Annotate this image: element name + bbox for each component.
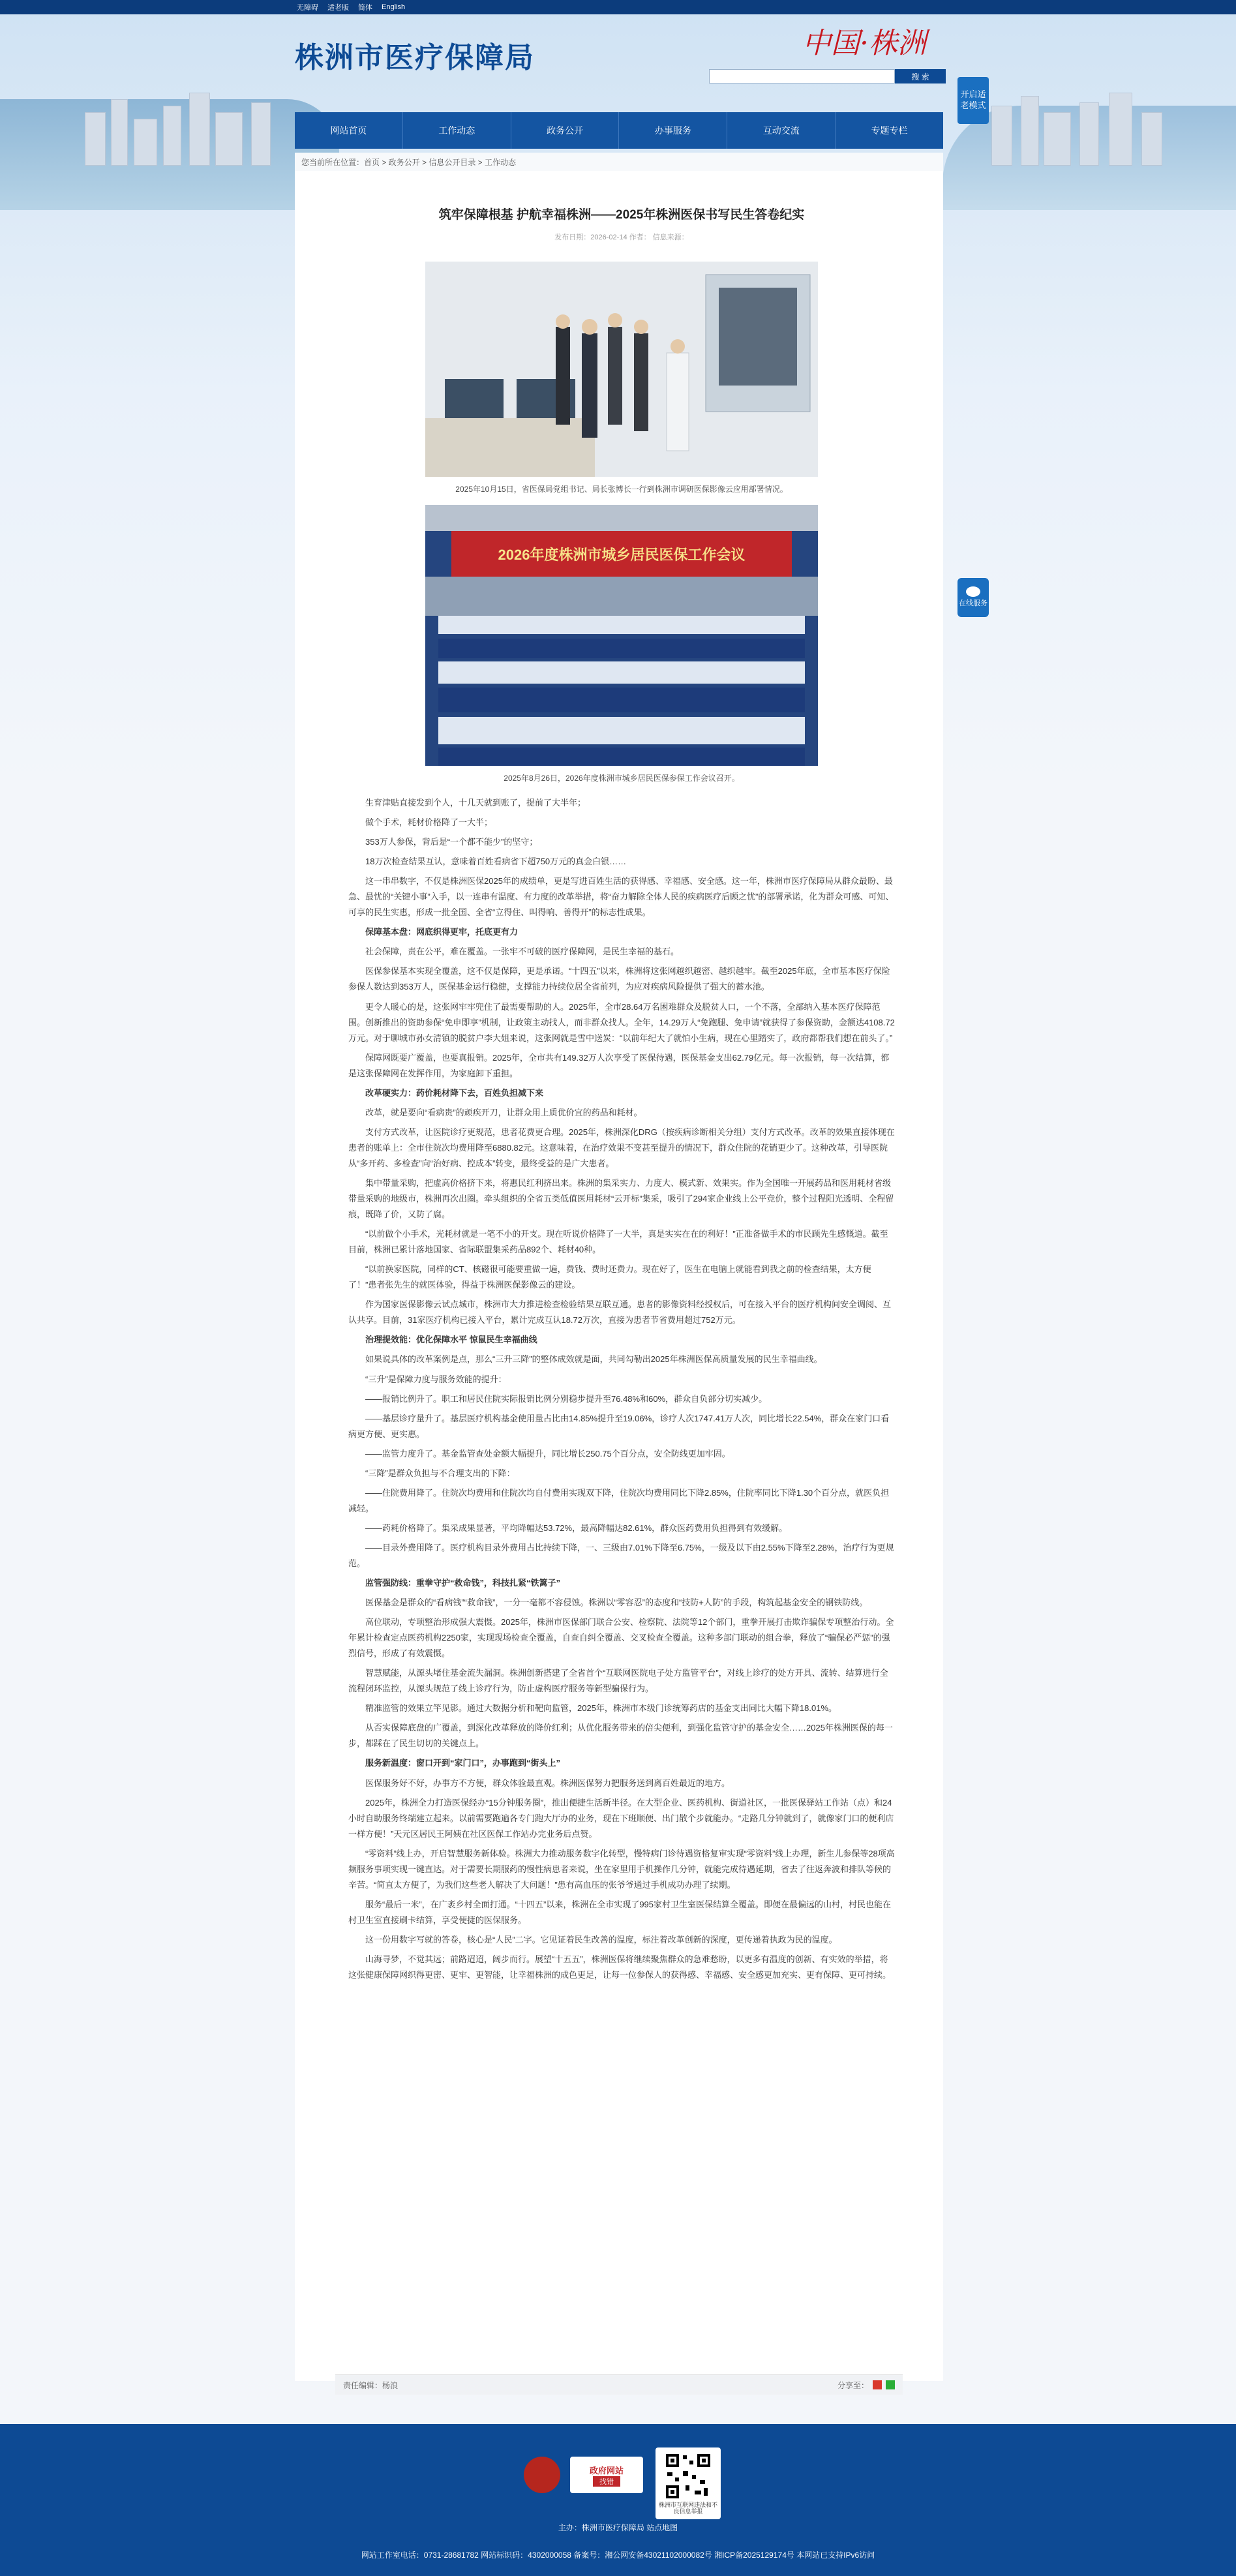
share-bar xyxy=(837,2380,895,2391)
building xyxy=(189,93,210,166)
article-paragraph: “三降”是群众负担与不合理支出的下降： xyxy=(365,1468,515,1478)
article-paragraph: 医保基金是群众的“看病钱”“救命钱”，一分一毫都不容侵蚀。株洲以“零容忍”的态度和“技防+人防”的手段，构筑起基金安全的钢铁防线。 xyxy=(365,1598,868,1608)
online-service-label: 在线服务 xyxy=(959,599,987,608)
building xyxy=(1044,112,1071,166)
nav-services[interactable]: 办事服务 xyxy=(619,112,727,149)
badge2-bottom: 找错 xyxy=(593,2476,620,2487)
article-paragraph: 作为国家医保影像云试点城市，株洲市大力推进检查检验结果互联互通。患者的影像资料经授权后，可在接入平台的医疗机构间安全调阅、互认共享。目前，31家医疗机构已接入平台，累计完成互认18.72万次，直接为患者节省费用超过752万元。 xyxy=(348,1299,892,1326)
article-paragraph: 这一串串数字，不仅是株洲医保2025年的成绩单，更是写进百姓生活的获得感、幸福感、安全感。这一年，株洲市医疗保障局从群众最盼、最急、最忧的“关键小事”入手，以一连串有温度、有力度的改革举措，将“奋力解除全体人民的疾病医疗后顾之忧”的部署承诺，化为群众可感、可知、可享的民生实惠，形成一批全国、全省“立得住、叫得响、善得开”的标志性成果。 xyxy=(348,876,894,918)
breadcrumb xyxy=(295,153,943,172)
article-paragraph: 保障网既要广覆盖，也要真报销。2025年，全市共有149.32万人次享受了医保待遇，医保基金支出62.79亿元。每一次报销，每一次结算，都是这张保障网在发挥作用，为家庭卸下重担。 xyxy=(348,1052,890,1078)
article-body xyxy=(348,795,895,1983)
article-paragraph: ——报销比例升了。职工和居民住院实际报销比例分别稳步提升至76.48%和60%，群众自负部分切实减少。 xyxy=(365,1393,768,1404)
party-gov-badge[interactable] xyxy=(524,2457,560,2493)
building xyxy=(1021,96,1039,166)
section-heading: 治理提效能：优化保障水平 惊鼠民生幸福曲线 xyxy=(365,1335,537,1345)
top-links xyxy=(297,0,405,14)
search-input[interactable] xyxy=(709,69,895,83)
photo1-caption: 2025年10月15日，省医保局党组书记、局长张博长一行到株洲市调研医保影像云应用部署情况。 xyxy=(455,485,788,494)
building xyxy=(85,112,106,166)
section-heading: 改革硬实力：药价耗材降下去，百姓负担减下来 xyxy=(365,1087,544,1098)
article-footer xyxy=(335,2374,903,2395)
top-link-elderly[interactable]: 适老版 xyxy=(327,4,349,12)
building xyxy=(1079,102,1099,166)
article-paragraph: 这一份用数字写就的答卷，核心是“人民”二字。它见证着民生改善的温度，标注着改革创新的深度，更传递着执政为民的温度。 xyxy=(365,1934,837,1945)
article-paragraph: “三升”是保障力度与服务效能的提升： xyxy=(365,1374,507,1384)
article-paragraph: 精准监管的效果立竿见影。通过大数据分析和靶向监管，2025年，株洲市本级门诊统筹药店的基金支出同比大幅下降18.01%。 xyxy=(365,1703,837,1714)
top-bar xyxy=(0,0,1236,14)
photo-meeting xyxy=(425,505,818,766)
article-paragraph: 智慧赋能，从源头堵住基金流失漏洞。株洲创新搭建了全省首个“互联网医院电子处方监管平台”，对线上诊疗的处方开具、流转、结算进行全流程闭环监控，从源头规范了线上诊疗行为，防止虚构医疗服务等新型骗保行为。 xyxy=(348,1668,888,1694)
building xyxy=(163,106,181,166)
article-paragraph: 社会保障，责在公平，难在覆盖。一张牢不可破的医疗保障网，是民生幸福的基石。 xyxy=(365,947,680,957)
editor-label: 责任编辑：杨浪 xyxy=(343,2380,399,2390)
photo2-caption: 2025年8月26日，2026年度株洲市城乡居民医保参保工作会议召开。 xyxy=(504,774,740,783)
online-service-button[interactable] xyxy=(957,578,989,617)
top-link-accessible[interactable]: 无障碍 xyxy=(297,4,318,12)
article-paragraph: ——目录外费用降了。医疗机构目录外费用占比持续下降，一、三级由7.01%下降至6.75%，一级及以下由2.55%下降至2.28%，治疗行为更规范。 xyxy=(348,1542,894,1568)
wechat-share-icon[interactable] xyxy=(886,2380,895,2389)
top-link-english[interactable]: English xyxy=(382,3,406,11)
article-title: 筑牢保障根基 护航幸福株洲——2025年株洲医保书写民生答卷纪实 xyxy=(438,208,805,222)
building xyxy=(251,102,271,166)
nav-special-topics[interactable]: 专题专栏 xyxy=(871,125,908,136)
article-paragraph: 山海寻梦，不觉其远；前路迢迢，阔步而行。展望“十五五”，株洲医保将继续聚焦群众的急难愁盼，以更多有温度的创新、有实效的举措，将这张健康保障网织得更密、更牢、更智能，让幸福株洲的成色更足，让每一位参保人的获得感、幸福感、安全感更加充实、更有保障、更可持续。 xyxy=(348,1954,892,1980)
site-title[interactable]: 株洲市医疗保障局 xyxy=(295,42,535,74)
building xyxy=(1109,93,1132,166)
article-paragraph: ——基层诊疗量升了。基层医疗机构基金使用量占比由14.85%提升至19.06%，诊疗人次1747.41万人次，同比增长22.54%，群众在家门口看病更方便、更实惠。 xyxy=(348,1413,890,1439)
chat-bubble-icon xyxy=(966,586,980,597)
main-content xyxy=(295,171,943,2390)
article-paragraph: “以前换家医院，同样的CT、核磁很可能要重做一遍，费钱、费时还费力。现在好了，医生在电脑上就能看到我之前的检查结果，太方便了！”患者张先生的就医体验，得益于株洲医保影像云的建设。 xyxy=(348,1264,871,1290)
nav-work-news[interactable]: 工作动态 xyxy=(403,112,511,149)
nav-gov-affairs[interactable]: 政务公开 xyxy=(511,112,620,149)
photo-research-visit-illustration xyxy=(425,262,818,477)
article-paragraph: 18万次检查结果互认，意味着百姓看病省下超750万元的真金白银…… xyxy=(365,856,627,867)
article-paragraph: 如果说具体的改革案例是点，那么“三升三降”的整体成效就是面，共同勾勒出2025年株洲医保高质量发展的民生幸福曲线。 xyxy=(365,1354,822,1365)
qr-caption: 株洲市互联网违法和不良信息举报 xyxy=(658,2502,717,2515)
article-paragraph: “以前做个小手术，光耗材就是一笔不小的开支。现在听说价格降了一大半，真是实实在在的利好！”正准备做手术的市民顾先生感慨道。截至目前，株洲已累计落地国家、省际联盟集采药品892个、耗材40种。 xyxy=(348,1229,888,1255)
footer-sponsor: 主办：株洲市医疗保障局 站点地图 xyxy=(558,2523,678,2532)
main-nav xyxy=(295,112,943,149)
article-paragraph: 2025年，株洲全力打造医保经办“15分钟服务圈”，推出便捷生活新半径。在大型企业、医药机构、街道社区，一批医保驿站工作站（点）和24小时自助服务终端建立起来。以前需要跑遍各专门跑大厅办的业务，现在下班顺便、出门散个步就能办。“走路几分钟就到了，就像家门口的便利店一样方便！”天元区居民王阿姨在社区医保工作站办完业务后点赞。 xyxy=(348,1797,894,1839)
section-heading: 监管强防线：重拳守护“救命钱”，科技扎紧“铁篱子” xyxy=(365,1578,561,1588)
article-paragraph: 更令人暖心的是，这张网牢牢兜住了最需要帮助的人。2025年，全市28.64万名困难群众及脱贫人口，一个不落，全部纳入基本医疗保障范围。创新推出的资助参保“免申即享”机制，让政策主动找人，而非群众找人。全年，14.29万人“免跑腿、免申请”就获得了参保资助，金额达4108.72万元。对于聊城市孙女清镇的脱贫户李大姐来说，这张网就是雪中送炭：“以前年纪大了就怕小生病，现在心里踏实了，政府都帮我们想在前头了。” xyxy=(348,1001,895,1043)
section-heading: 服务新温度：窗口开到“家门口”，办事跑到“街头上” xyxy=(365,1758,561,1768)
china-zhuzhou-logo: 中国·株洲 xyxy=(802,27,926,60)
search-button[interactable]: 搜 索 xyxy=(895,69,946,83)
article-paragraph: 服务“最后一米”，在广袤乡村全面打通。“十四五”以来，株洲在全市实现了995家村卫生室医保结算全覆盖。即便在最偏远的山村，村民也能在村卫生室直接刷卡结算，享受便捷的医保服务。 xyxy=(348,1899,892,1925)
article xyxy=(348,171,895,1987)
footer xyxy=(0,2424,1236,2576)
top-link-simplified[interactable]: 简体 xyxy=(358,4,372,12)
share-label: 分享至： xyxy=(837,2380,869,2390)
article-paragraph: 高位联动，专项整治形成强大震慑。2025年，株洲市医保部门联合公安、检察院、法院等12个部门，重拳开展打击欺诈骗保专项整治行动。全年累计检查定点医药机构2250家，实现现场检查全覆盖，自查自纠全覆盖、交叉检查全覆盖。这种多部门联动的组合拳，释放了“骗保必严惩”的强烈信号，形成了有效震慑。 xyxy=(348,1617,894,1659)
article-paragraph: 353万人参保，背后是“一个都不能少”的坚守； xyxy=(365,837,538,847)
article-paragraph: 改革，就是要向“看病贵”的顽疾开刀，让群众用上质优价宜的药品和耗材。 xyxy=(365,1107,642,1117)
report-qr-code[interactable] xyxy=(656,2447,721,2519)
article-paragraph: 做个手术，耗材价格降了一大半； xyxy=(365,817,493,828)
article-paragraph: 医保服务好不好，办事方不方便，群众体验最直观。株洲医保努力把服务送到离百姓最近的地方。 xyxy=(365,1778,731,1788)
nav-interaction[interactable]: 互动交流 xyxy=(727,112,836,149)
building xyxy=(991,106,1012,166)
nav-home[interactable]: 网站首页 xyxy=(295,112,403,149)
breadcrumb-text[interactable]: 您当前所在位置：首页 > 政务公开 > 信息公开目录 > 工作动态 xyxy=(301,157,517,167)
building xyxy=(215,112,243,166)
article-paragraph: ——药耗价格降了。集采成果显著，平均降幅达53.72%，最高降幅达82.61%，群众医药费用负担得到有效缓解。 xyxy=(365,1523,788,1533)
badge2-top: 政府网站 xyxy=(589,2465,624,2476)
building xyxy=(1141,112,1162,166)
care-mode-button[interactable]: 开启适老模式 xyxy=(957,77,989,124)
photo-research-visit xyxy=(425,262,818,477)
footer-record-info: 网站工作室电话：0731-28681782 网站标识码：4302000058 备案号：湘公网安备43021102000082号 湘ICP备2025129174号 本网站已支持IPv6访问 xyxy=(361,2551,875,2560)
weibo-share-icon[interactable] xyxy=(873,2380,882,2389)
section-heading: 保障基本盘：网底织得更牢，托底更有力 xyxy=(365,927,519,937)
article-meta: 发布日期：2026-02-14 作者： 信息来源： xyxy=(554,234,689,241)
article-paragraph: 支付方式改革，让医院诊疗更规范，患者花费更合理。2025年，株洲深化DRG（按疾病诊断相关分组）支付方式改革。改革的效果直接体现在患者的账单上：全市住院次均费用降至6880.82元。这意味着，在治疗效果不变甚至提升的情况下，群众住院的花销更少了。这种改革，引导医院从“多开药、多检查”向“治好病、控成本”转变，最终受益的是广大患者。 xyxy=(348,1127,895,1168)
article-paragraph: 从否实保障底盘的广覆盖，到深化改革释放的降价红利；从优化服务带来的倍尖便利，到强化监管守护的基金安全……2025年株洲医保的每一步，都踩在了民生切切的关键点上。 xyxy=(348,1723,893,1749)
article-paragraph: 集中带量采购，把虚高价格挤下来，将惠民红利挤出来。株洲的集采实力、力度大、模式新、效果实。作为全国唯一开展药品和医用耗材省级带量采购的地级市，株洲再次出圈。牵头组织的全省五类低值医用耗材“云开标”集采，吸引了294家企业线上公平竞价，整个过程阳光透明、全程留痕，既降了价，又防了腐。 xyxy=(348,1177,894,1220)
article-paragraph: 生育津贴直接发到个人，十几天就到账了，提前了大半年； xyxy=(365,798,586,808)
qr-code-icon xyxy=(663,2451,713,2501)
article-paragraph: ——监管力度升了。基金监管查处金额大幅提升，同比增长250.75个百分点，安全防线更加牢固。 xyxy=(365,1448,731,1459)
building xyxy=(111,99,128,166)
article-paragraph: 医保参保基本实现全覆盖，这不仅是保障，更是承诺。“十四五”以来，株洲将这张网越织越密、越织越牢。截至2025年底，全市基本医疗保险参保人数达到353万人，医保基金运行稳健，支撑能力持续位居全省前列，为应对疾病风险提供了强大的蓄水池。 xyxy=(348,966,890,992)
gov-site-error-badge[interactable] xyxy=(570,2457,643,2493)
building xyxy=(134,119,157,166)
meeting-banner-text: 2026年度株洲市城乡居民医保工作会议 xyxy=(498,546,746,563)
article-paragraph: “零资料”线上办，开启智慧服务新体验。株洲大力推动服务数字化转型，慢特病门诊待遇资格复审实现“零资料”线上办理，新生儿参保等28项高频服务事项实现一键直达。对于需要长期服药的慢性病患者来说，坐在家里用手机操作几分钟，就能完成待遇延期，省去了往返奔波和排队等候的辛苦。“简直太方便了，为我们这些老人解决了大问题！”患有高血压的张爷爷通过手机成功办理了续期。 xyxy=(348,1848,895,1890)
article-paragraph: ——住院费用降了。住院次均费用和住院次均自付费用实现双下降，住院次均费用同比下降2.85%，住院率同比下降1.30个百分点，就医负担减轻。 xyxy=(348,1487,890,1513)
